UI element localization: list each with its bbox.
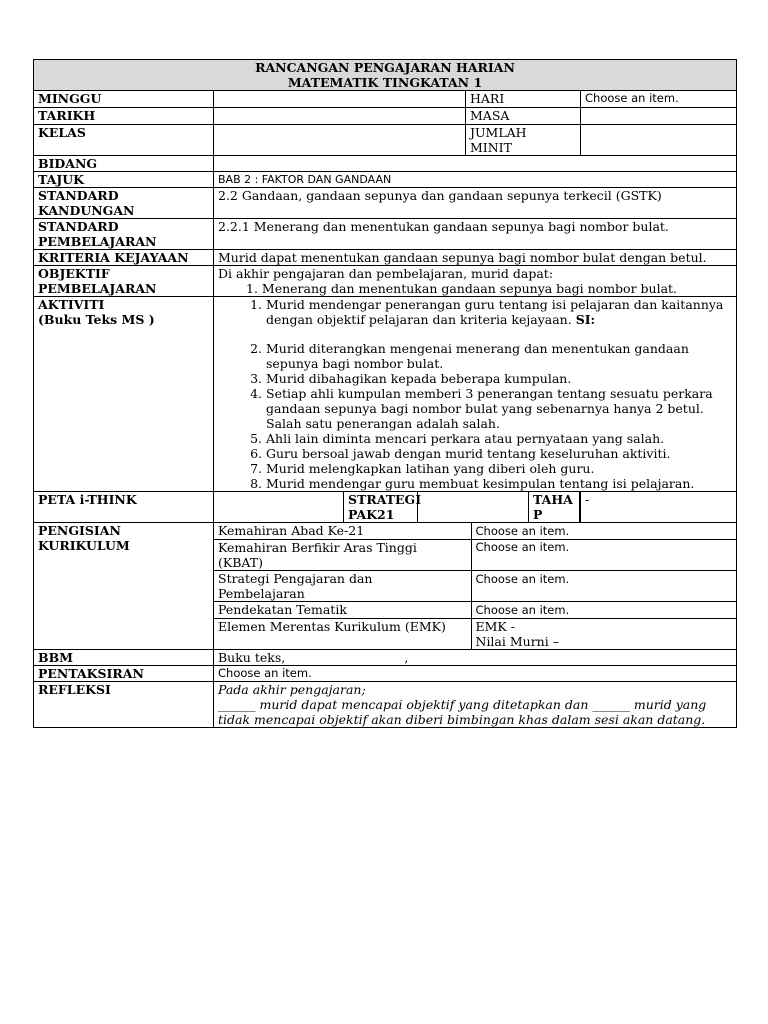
emk-value-line1: EMK - [475,619,515,634]
aktiviti-item [266,446,732,461]
jumlah-minit-label-line1: JUMLAH [470,125,527,140]
refleksi-line3: tidak mencapai objektif akan diberi bimbingan khas dalam sesi akan datang. [218,712,706,727]
objektif-intro: Di akhir pengajaran dan pembelajaran, murid dapat: [218,266,554,281]
tahap-field[interactable]: - [581,492,737,523]
kelas-field[interactable] [214,125,466,156]
pentaksiran-dropdown[interactable]: Choose an item. [214,666,737,682]
aktiviti-item-text: Setiap ahli kumpulan memberi 3 penerangan tentang sesuatu perkara gandaan sepunya bagi nombor bulat yang sebenarnya hanya 2 betul. Salah satu penerangan adalah salah. [266,386,713,431]
aktiviti-label-line1: AKTIVITI [38,297,105,312]
jumlah-minit-label-line2: MINIT [470,140,512,155]
tajuk-label: TAJUK [34,172,214,188]
refleksi-line2: ______ murid dapat mencapai objektif yang ditetapkan dan ______ murid yang [218,697,707,712]
tahap-label-line2: P [533,507,543,522]
kbat-label-line1: Kemahiran Berfikir Aras Tinggi [218,540,417,555]
bidang-field[interactable] [214,156,737,172]
emk-field[interactable] [471,619,736,650]
masa-label: MASA [466,108,581,125]
standard-pembelajaran-field[interactable]: 2.2.1 Menerang dan menentukan gandaan sepunya bagi nombor bulat. [214,219,737,250]
standard-pembelajaran-label-line1: STANDARD [38,219,119,234]
aktiviti-item-text: Murid diterangkan mengenai menerang dan menentukan gandaan sepunya bagi nombor bulat. [266,341,689,371]
peta-ithink-label: PETA i-THINK [34,492,214,523]
emk-label: Elemen Merentas Kurikulum (EMK) [214,619,471,650]
aktiviti-item [266,461,732,476]
strategi-tahap-subtable [418,492,580,522]
pendekatan-tematik-dropdown[interactable]: Choose an item. [471,602,736,619]
aktiviti-label-line2: (Buku Teks MS ) [38,312,155,327]
jumlah-minit-label [466,125,581,156]
kriteria-label: KRITERIA KEJAYAAN [34,250,214,266]
aktiviti-list [218,297,732,491]
objektif-label-line2: PEMBELAJARAN [38,281,157,296]
tajuk-field[interactable]: BAB 2 : FAKTOR DAN GANDAAN [214,172,737,188]
kemahiran-abad-dropdown[interactable]: Choose an item. [471,523,736,540]
pengisian-kurikulum-label [34,523,214,650]
hari-label: HARI [466,91,581,108]
aktiviti-field[interactable] [214,297,737,492]
form-title-line2: MATEMATIK TINGKATAN 1 [287,75,483,90]
standard-pembelajaran-label [34,219,214,250]
pengisian-kurikulum-area [214,523,737,650]
minggu-field[interactable] [214,91,466,108]
standard-pembelajaran-label-line2: PEMBELAJARAN [38,234,157,249]
pengisian-label-line1: PENGISIAN [38,523,121,538]
tarikh-label: TARIKH [34,108,214,125]
strategi-pdp-label [214,571,471,602]
aktiviti-item [266,297,732,327]
peta-ithink-field[interactable] [214,492,344,523]
strategi-pak21-field[interactable] [418,492,529,522]
strategi-pdp-label-line2: Pembelajaran [218,586,305,601]
standard-kandungan-label-line2: KANDUNGAN [38,203,135,218]
objektif-field[interactable] [214,266,737,297]
aktiviti-item-text: Guru bersoal jawab dengan murid tentang keseluruhan aktiviti. [266,446,671,461]
aktiviti-item [266,371,732,386]
form-header [34,60,737,91]
minggu-label: MINGGU [34,91,214,108]
aktiviti-item-text: Murid mendengar guru membuat kesimpulan tentang isi pelajaran. [266,476,695,491]
kbat-label [214,540,471,571]
aktiviti-item [266,476,732,491]
strategi-pak21-label-line2: PAK21 [348,507,395,522]
pengisian-subtable [214,523,736,649]
bbm-label: BBM [34,650,214,666]
refleksi-label: REFLEKSI [34,682,214,728]
kemahiran-abad-label: Kemahiran Abad Ke-21 [214,523,471,540]
hari-dropdown[interactable]: Choose an item. [581,91,737,108]
refleksi-field[interactable] [214,682,737,728]
aktiviti-item [266,431,732,446]
refleksi-line1: Pada akhir pengajaran; [218,682,366,697]
aktiviti-item-text: Murid dibahagikan kepada beberapa kumpulan. [266,371,572,386]
aktiviti-item-text: Murid mendengar penerangan guru tentang isi pelajaran dan kaitannya dengan objektif pelajaran dan kriteria kejayaan. [266,297,724,327]
kriteria-field[interactable]: Murid dapat menentukan gandaan sepunya bagi nombor bulat dengan betul. [214,250,737,266]
aktiviti-label [34,297,214,492]
pentaksiran-label: PENTAKSIRAN [34,666,214,682]
strategi-pak21-label [344,492,422,523]
masa-field[interactable] [581,108,737,125]
strategi-pdp-label-line1: Strategi Pengajaran dan [218,571,373,586]
aktiviti-item-suffix: SI: [575,312,596,327]
form-title-line1: RANCANGAN PENGAJARAN HARIAN [255,60,515,75]
standard-kandungan-field[interactable]: 2.2 Gandaan, gandaan sepunya dan gandaan sepunya terkecil (GSTK) [214,188,737,219]
emk-value-line2: Nilai Murni – [475,634,559,649]
kbat-dropdown[interactable]: Choose an item. [471,540,736,571]
standard-kandungan-label-line1: STANDARD [38,188,119,203]
aktiviti-item [266,386,732,431]
strategi-pak21-area [418,492,581,523]
lesson-plan-table [33,59,737,728]
aktiviti-item-text: Ahli lain diminta mencari perkara atau pernyataan yang salah. [266,431,665,446]
aktiviti-item-text: Murid melengkapkan latihan yang diberi oleh guru. [266,461,595,476]
objektif-item: 1. Menerang dan menentukan gandaan sepunya bagi nombor bulat. [246,281,678,296]
pendekatan-tematik-label: Pendekatan Tematik [214,602,471,619]
standard-kandungan-label [34,188,214,219]
strategi-pak21-label-line1: STRATEGI [348,492,422,507]
tarikh-field[interactable] [214,108,466,125]
kbat-label-line2: (KBAT) [218,555,263,570]
kelas-label: KELAS [34,125,214,156]
bidang-label: BIDANG [34,156,214,172]
objektif-label-line1: OBJEKTIF [38,266,110,281]
objektif-label [34,266,214,297]
tahap-label [529,492,580,522]
bbm-field[interactable]: Buku teks, , [214,650,737,666]
jumlah-minit-field[interactable] [581,125,737,156]
tahap-label-line1: TAHA [533,492,573,507]
aktiviti-item [266,341,732,371]
lesson-plan-form [33,59,736,728]
strategi-pdp-dropdown[interactable]: Choose an item. [471,571,736,602]
pengisian-label-line2: KURIKULUM [38,538,130,553]
